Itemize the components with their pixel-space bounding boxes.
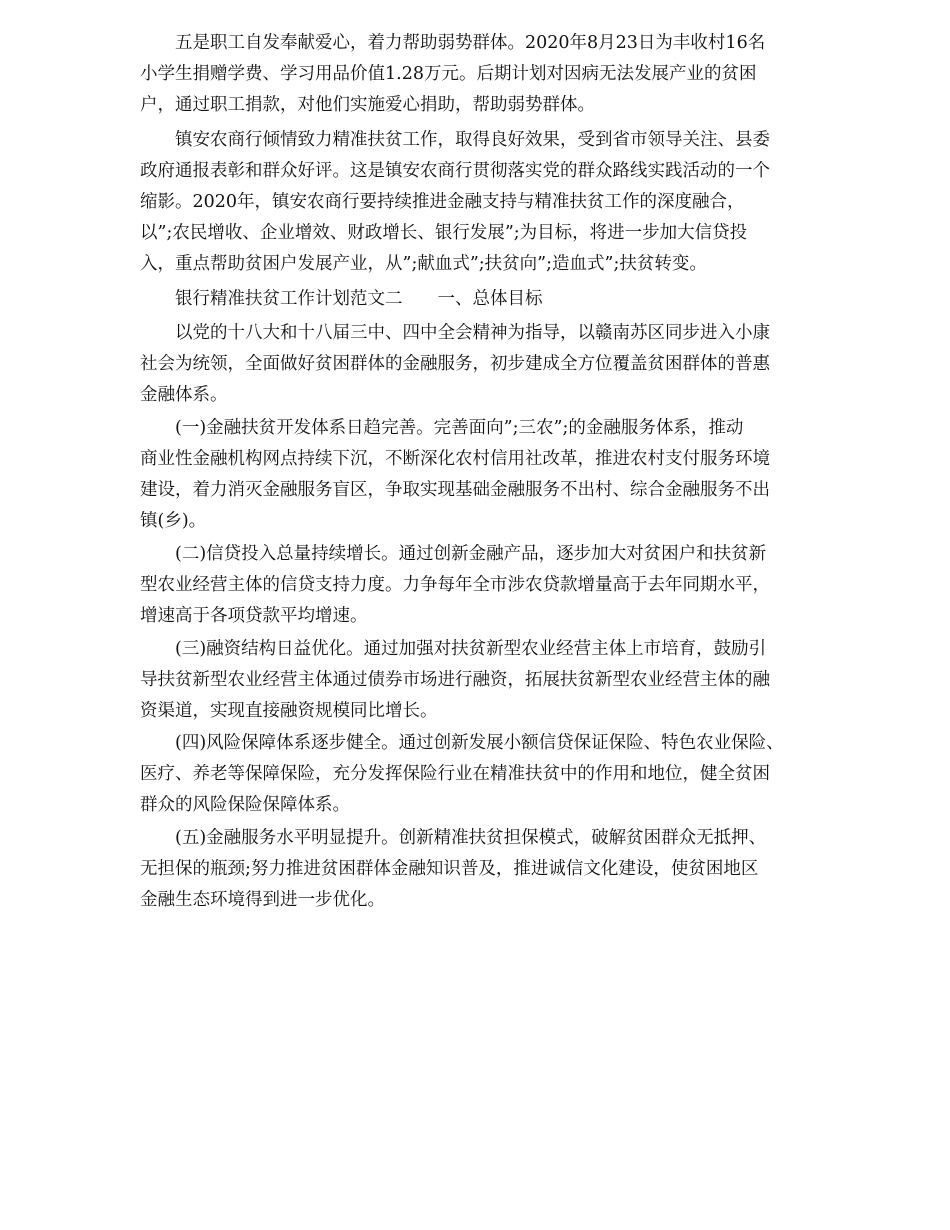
paragraph-4 bbox=[140, 413, 820, 537]
text-line: 镇(乡)。 bbox=[140, 511, 207, 531]
text-line: 小学生捐赠学费、学习用品价值1.28万元。后期计划对因病无法发展产业的贫困 bbox=[140, 64, 757, 84]
paragraph-7 bbox=[140, 728, 820, 821]
text-line: 五是职工自发奉献爱心，着力帮助弱势群体。2020年8月23日为丰收村16名 bbox=[175, 33, 766, 53]
text-line: (一)金融扶贫开发体系日趋完善。完善面向”;三农”;的金融服务体系，推动 bbox=[175, 418, 744, 438]
paragraph-8 bbox=[140, 823, 820, 916]
text-line: 以党的十八大和十八届三中、四中全会精神为指导，以赣南苏区同步进入小康 bbox=[175, 323, 770, 343]
document-page bbox=[140, 0, 820, 1230]
text-line: (二)信贷投入总量持续增长。通过创新金融产品，逐步加大对贫困户和扶贫新 bbox=[175, 544, 767, 564]
text-line: 金融体系。 bbox=[140, 385, 228, 405]
text-line: 商业性金融机构网点持续下沉，不断深化农村信用社改革，推进农村支付服务环境 bbox=[140, 449, 770, 469]
section-heading bbox=[140, 284, 820, 315]
text-line: 医疗、养老等保障保险，充分发挥保险行业在精准扶贫中的作用和地位，健全贫困 bbox=[140, 764, 770, 784]
paragraph-1 bbox=[140, 28, 820, 121]
paragraph-3 bbox=[140, 318, 820, 411]
text-line: 镇安农商行倾情致力精准扶贫工作，取得良好效果，受到省市领导关注、县委 bbox=[175, 130, 770, 150]
text-line: 无担保的瓶颈;努力推进贫困群体金融知识普及，推进诚信文化建设，使贫困地区 bbox=[140, 859, 759, 879]
text-line: 导扶贫新型农业经营主体通过债券市场进行融资，拓展扶贫新型农业经营主体的融 bbox=[140, 670, 770, 690]
paragraph-5 bbox=[140, 539, 820, 632]
text-line: 资渠道，实现直接融资规模同比增长。 bbox=[140, 701, 438, 721]
text-line: (四)风险保障体系逐步健全。通过创新发展小额信贷保证保险、特色农业保险、 bbox=[175, 733, 784, 753]
text-line: 社会为统领，全面做好贫困群体的金融服务，初步建成全方位覆盖贫困群体的普惠 bbox=[140, 354, 770, 374]
text-line: 户，通过职工捐款，对他们实施爱心捐助，帮助弱势群体。 bbox=[140, 95, 595, 115]
paragraph-6 bbox=[140, 634, 820, 727]
text-line: (五)金融服务水平明显提升。创新精准扶贫担保模式，破解贫困群众无抵押、 bbox=[175, 828, 767, 848]
text-line: 缩影。2020年，镇安农商行要持续推进金融支持与精准扶贫工作的深度融合， bbox=[140, 192, 745, 212]
text-line: 以”;农民增收、企业增效、财政增长、银行发展”;为目标，将进一步加大信贷投 bbox=[140, 223, 748, 243]
text-line: 建设，着力消灭金融服务盲区，争取实现基础金融服务不出村、综合金融服务不出 bbox=[140, 480, 770, 500]
text-line: (三)融资结构日益优化。通过加强对扶贫新型农业经营主体上市培育，鼓励引 bbox=[175, 639, 767, 659]
paragraph-2 bbox=[140, 125, 820, 280]
text-line: 政府通报表彰和群众好评。这是镇安农商行贯彻落实党的群众路线实践活动的一个 bbox=[140, 161, 770, 181]
text-line: 群众的风险保险保障体系。 bbox=[140, 795, 350, 815]
text-line: 入，重点帮助贫困户发展产业，从”;献血式”;扶贫向”;造血式”;扶贫转变。 bbox=[140, 254, 707, 274]
text-line: 增速高于各项贷款平均增速。 bbox=[140, 606, 368, 626]
text-line: 金融生态环境得到进一步优化。 bbox=[140, 890, 385, 910]
heading-line: 银行精准扶贫工作计划范文二 一、总体目标 bbox=[175, 289, 543, 309]
text-line: 型农业经营主体的信贷支持力度。力争每年全市涉农贷款增量高于去年同期水平， bbox=[140, 575, 770, 595]
